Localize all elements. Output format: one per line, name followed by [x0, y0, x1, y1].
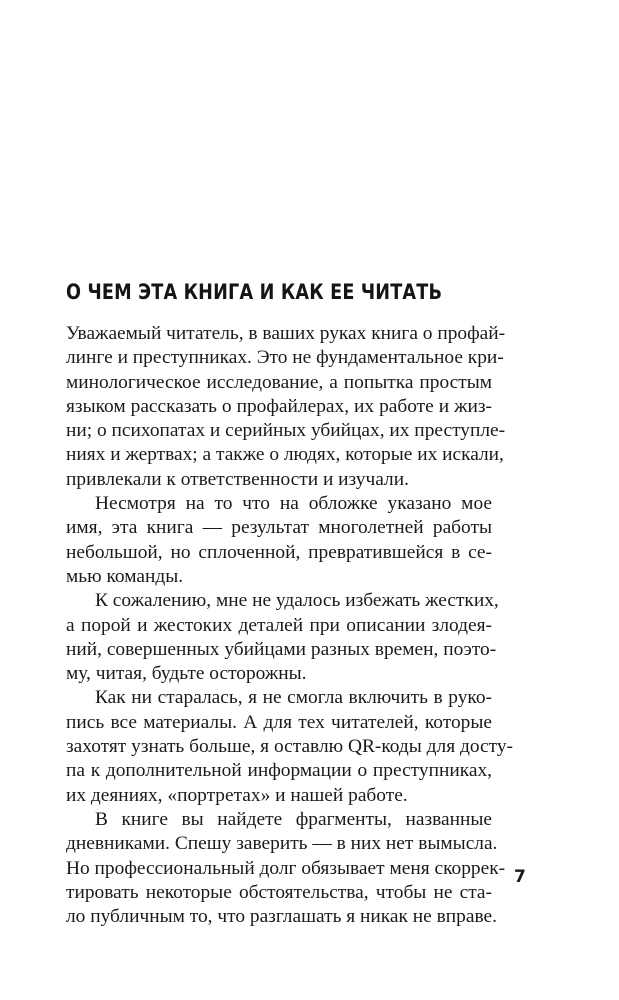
text-line: минологическое исследование, а попытка простым: [66, 371, 492, 393]
text-line: Как ни старалась, я не смогла включить в руко-: [95, 687, 492, 709]
text-line: ний, совершенных убийцами разных времен, поэто-: [66, 638, 497, 660]
text-line: имя, эта книга — результат многолетней работы: [66, 517, 492, 539]
text-line: Несмотря на то что на обложке указано мое: [95, 493, 492, 515]
text-line: ни; о психопатах и серийных убийцах, их преступле-: [66, 420, 506, 442]
text-line: му, читая, будьте осторожны.: [66, 663, 307, 685]
text-line: их деяниях, «портретах» и нашей работе.: [66, 784, 408, 806]
paragraph-2: [66, 492, 492, 589]
text-line: небольшой, но сплоченной, превратившейся в се-: [66, 541, 492, 563]
text-line: линге и преступниках. Это не фундаментальное кри-: [66, 347, 504, 369]
text-line: дневниками. Спешу заверить — в них нет вымысла.: [66, 833, 498, 855]
body-text: [66, 322, 513, 929]
text-line: ло публичным то, что разглашать я никак не вправе.: [66, 906, 497, 928]
text-line: К сожалению, мне не удалось избежать жестких,: [95, 590, 499, 612]
text-line: языком рассказать о профайлерах, их работе и жиз-: [66, 395, 492, 417]
text-line: па к дополнительной информации о преступниках,: [66, 760, 492, 782]
text-line: захотят узнать больше, я оставлю QR-коды для досту-: [66, 736, 513, 758]
paragraph-1: [66, 322, 506, 492]
text-line: тировать некоторые обстоятельства, чтобы не ста-: [66, 881, 492, 903]
paragraph-4: [66, 686, 513, 807]
page-number: 7: [514, 867, 526, 887]
paragraph-5: [66, 808, 506, 929]
text-line: пись все материалы. А для тех читателей, которые: [66, 711, 492, 733]
text-line: Уважаемый читатель, в ваших руках книга о профай-: [66, 323, 506, 344]
text-line: а порой и жестоких деталей при описании злодея-: [66, 614, 492, 636]
text-line: Но профессиональный долг обязывает меня скоррек-: [66, 857, 506, 879]
text-line: ниях и жертвах; а также о людях, которые их искали,: [66, 444, 504, 466]
text-line: В книге вы найдете фрагменты, названные: [95, 808, 492, 830]
text-line: привлекали к ответственности и изучали.: [66, 468, 409, 490]
text-line: мью команды.: [66, 565, 184, 587]
paragraph-3: [66, 589, 499, 686]
chapter-heading: О ЧЕМ ЭТА КНИГА И КАК ЕЕ ЧИТАТЬ: [66, 280, 443, 304]
